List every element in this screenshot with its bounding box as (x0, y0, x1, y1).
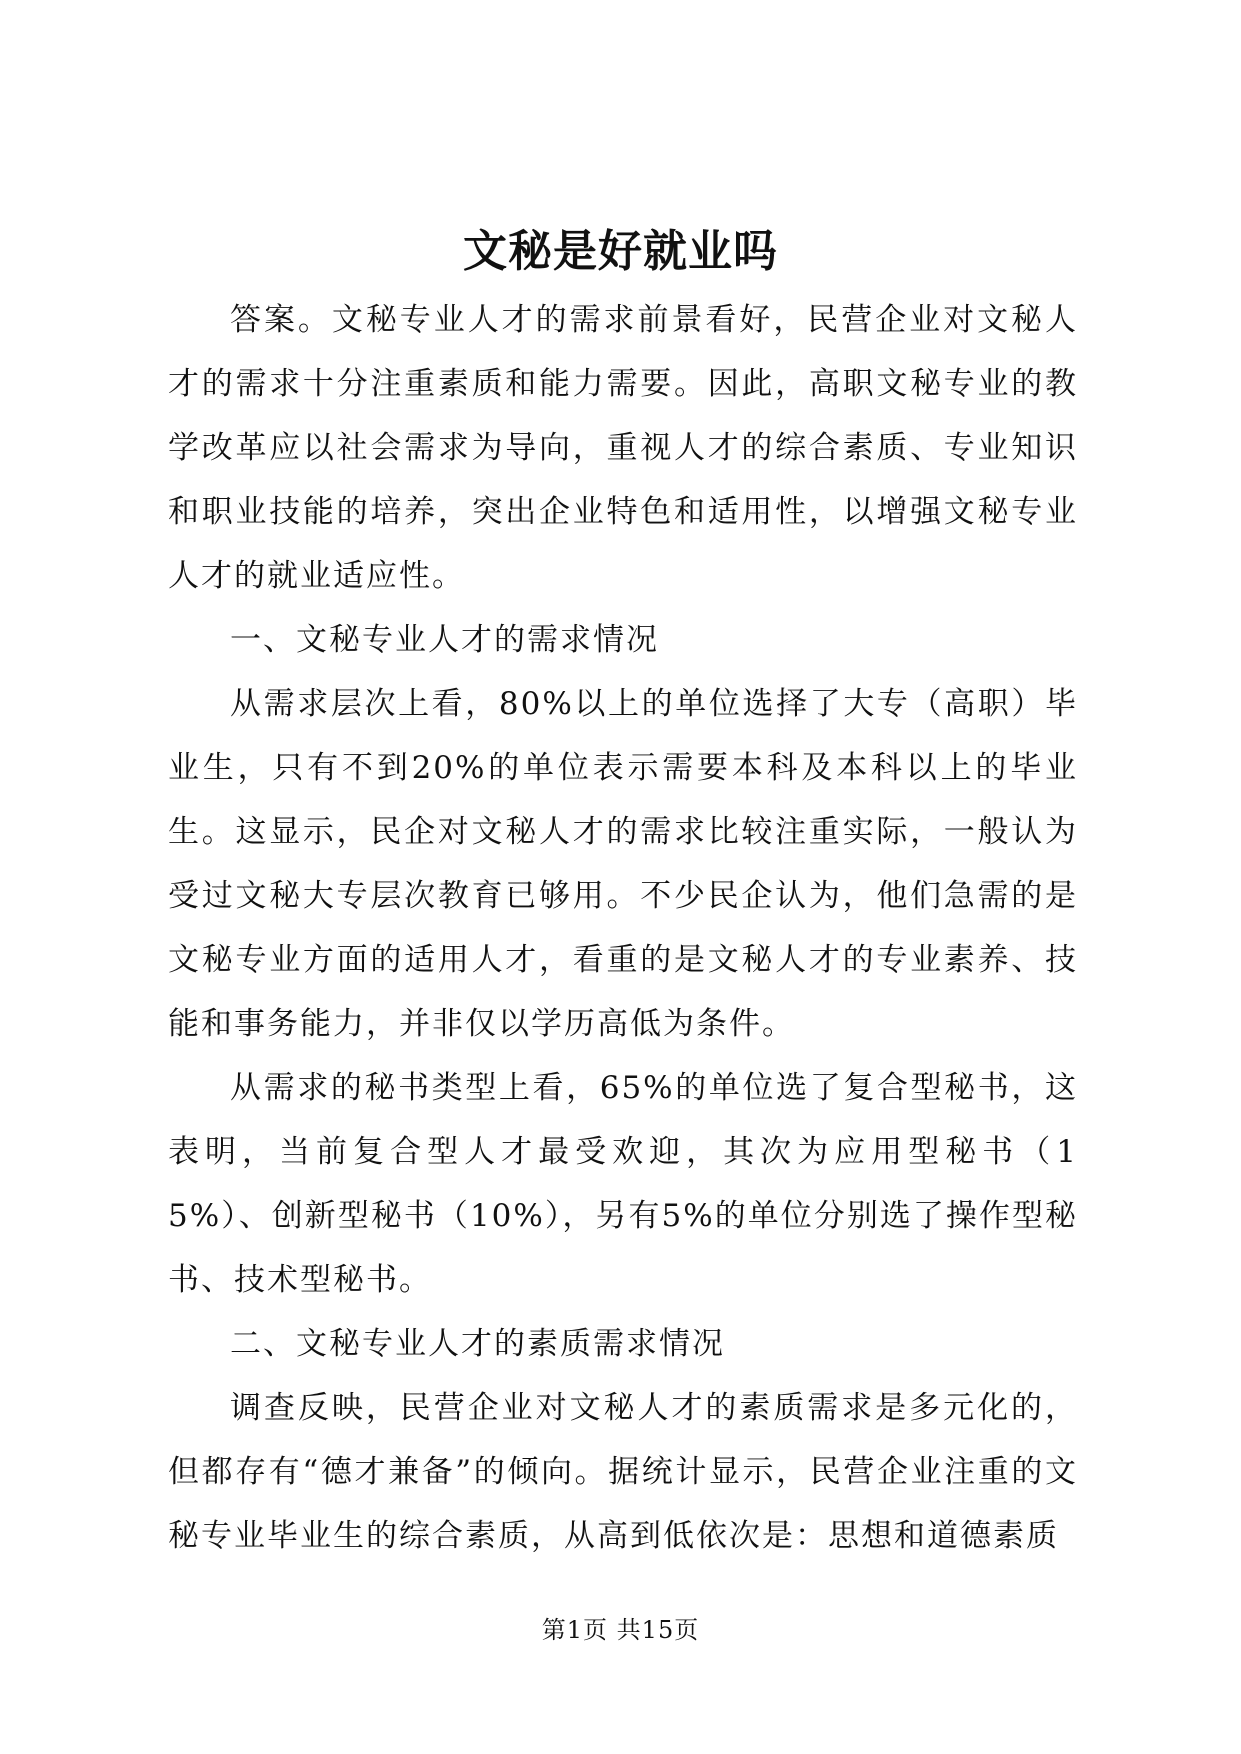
document-body (168, 288, 1078, 1568)
paragraph-secretary-types: 从需求的秘书类型上看，65%的单位选了复合型秘书，这表明，当前复合型人才最受欢迎，其次为应用型秘书（15%）、创新型秘书（10%），另有5%的单位分别选了操作型秘书、技术型秘书。 (168, 1070, 1078, 1298)
document-title: 文秘是好就业吗 (463, 226, 778, 277)
paragraph-quality-demand: 调查反映，民营企业对文秘人才的素质需求是多元化的，但都存有“德才兼备”的倾向。据统计显示，民营企业注重的文秘专业毕业生的综合素质，从高到低依次是：思想和道德素质 (168, 1390, 1078, 1554)
paragraph-demand-level: 从需求层次上看，80%以上的单位选择了大专（高职）毕业生，只有不到20%的单位表示需要本科及本科以上的毕业生。这显示，民企对文秘人才的需求比较注重实际，一般认为受过文秘大专层次教育已够用。不少民企认为，他们急需的是文秘专业方面的适用人才，看重的是文秘人才的专业素养、技能和事务能力，并非仅以学历高低为条件。 (168, 686, 1078, 1042)
page-number-label: 第1页 共15页 (541, 1616, 700, 1644)
section-heading-2: 二、文秘专业人才的素质需求情况 (230, 1326, 725, 1362)
section-heading-1: 一、文秘专业人才的需求情况 (230, 622, 659, 658)
page-footer (0, 1614, 1241, 1646)
paragraph-intro: 答案。文秘专业人才的需求前景看好，民营企业对文秘人才的需求十分注重素质和能力需要。因此，高职文秘专业的教学改革应以社会需求为导向，重视人才的综合素质、专业知识和职业技能的培养，突出企业特色和适用性，以增强文秘专业人才的就业适应性。 (168, 302, 1078, 594)
